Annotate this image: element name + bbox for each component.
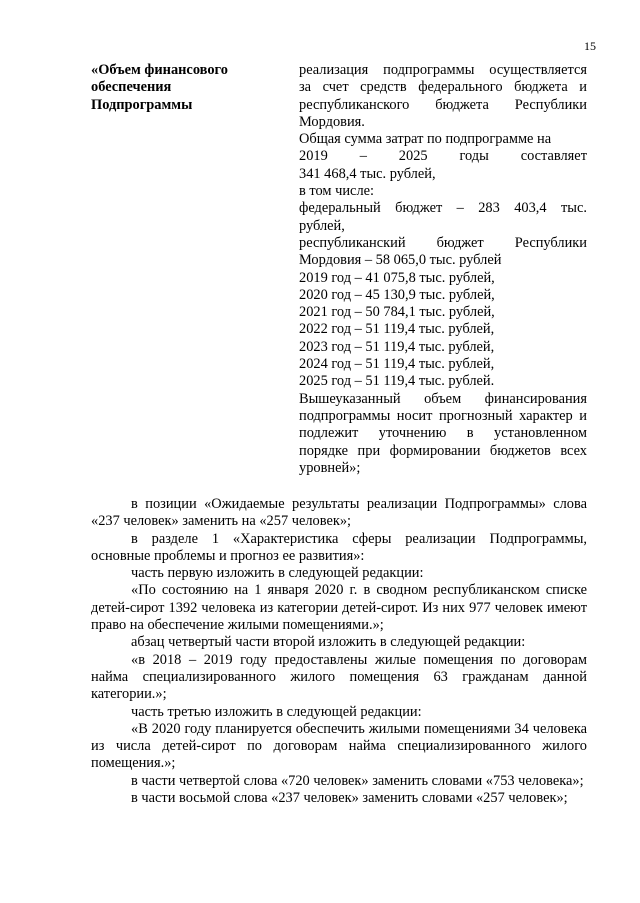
word: средств	[360, 79, 407, 96]
word: уточнению	[378, 425, 447, 442]
word: бюджета	[435, 96, 489, 113]
label-line: Подпрограммы	[91, 96, 193, 113]
paragraph: «в 2018 – 2019 году предоставлены жилые помещения по договорам найма специализированного жилого помещения 63 гражданам данной категории.»;	[91, 651, 587, 703]
year-line: 2024 год – 51 119,4 тыс. рублей,	[299, 356, 495, 373]
page-number: 15	[584, 39, 596, 53]
word: 2025	[398, 148, 428, 165]
text-line	[299, 79, 587, 96]
year-line: 2022 год – 51 119,4 тыс. рублей,	[299, 321, 495, 338]
word: бюджет	[436, 234, 484, 251]
word: –	[456, 200, 464, 217]
passport-row-label	[91, 62, 291, 114]
label-line: обеспечения	[91, 79, 172, 96]
word: –	[359, 148, 367, 165]
paragraph: «В 2020 году планируется обеспечить жилыми помещениями 34 человека из числа детей-сирот по договорам найма специализированного жилого помещения.»;	[91, 720, 587, 772]
forecast-note	[299, 391, 587, 477]
year-line: 2023 год – 51 119,4 тыс. рублей,	[299, 338, 495, 355]
word: и	[579, 79, 587, 96]
text-line	[299, 200, 587, 217]
word: 2019	[299, 148, 328, 165]
word: финансирования	[484, 390, 587, 407]
text-line: Мордовия – 58 065,0 тыс. рублей	[299, 252, 502, 269]
word: годы	[459, 148, 489, 165]
word: подпрограммы	[383, 62, 475, 78]
word: республиканский	[299, 234, 406, 251]
text-line	[299, 62, 587, 79]
word: и	[579, 407, 587, 424]
word: осуществляется	[489, 62, 587, 78]
funding-source-text	[299, 62, 587, 131]
word: бюджетов	[489, 442, 551, 459]
republic-budget-text	[299, 235, 587, 270]
text-line: 341 468,4 тыс. рублей,	[299, 165, 436, 182]
passport-row-value	[299, 62, 587, 477]
text-line	[299, 235, 587, 252]
including-label: в том числе:	[299, 183, 375, 200]
word: при	[357, 442, 381, 459]
text-line	[299, 391, 587, 408]
paragraph: в части четвертой слова «720 человек» заменить словами «753 человека»;	[131, 772, 584, 789]
word: в	[466, 425, 474, 442]
text-line: уровней»;	[299, 459, 361, 476]
word: Вышеуказанный	[299, 390, 401, 407]
word: республиканского	[299, 96, 410, 113]
text-line: рублей,	[299, 217, 345, 234]
text-line: Общая сумма затрат по подпрограмме на	[299, 131, 552, 148]
word: за	[299, 79, 312, 96]
word: федерального	[418, 79, 503, 96]
year-line: 2020 год – 45 130,9 тыс. рублей,	[299, 286, 495, 303]
word: прогнозный	[438, 407, 513, 424]
word: установленном	[494, 425, 587, 442]
word: счет	[322, 79, 349, 96]
word: 283	[478, 200, 500, 217]
text-line	[299, 425, 587, 442]
text-line	[299, 148, 587, 165]
paragraph: в позиции «Ожидаемые результаты реализации Подпрограммы» слова «237 человек» заменить на «257 человек»;	[91, 496, 587, 530]
federal-budget-text	[299, 200, 587, 235]
paragraph: часть первую изложить в следующей редакции:	[131, 565, 424, 582]
word: подпрограммы	[299, 407, 391, 424]
label-line: «Объем финансового	[91, 62, 228, 78]
paragraph: часть третью изложить в следующей редакции:	[131, 703, 422, 720]
word: Республики	[514, 96, 587, 113]
year-line: 2019 год – 41 075,8 тыс. рублей,	[299, 269, 495, 286]
paragraph: в разделе 1 «Характеристика сферы реализации Подпрограммы, основные проблемы и прогноз ее развития»:	[91, 530, 587, 564]
paragraph: «По состоянию на 1 января 2020 г. в сводном республиканском списке детей-сирот 1392 человека из категории детей-сирот. Из них 977 человек имеют право на обеспечение жилыми помещениями.»;	[91, 582, 587, 634]
year-line: 2025 год – 51 119,4 тыс. рублей.	[299, 373, 495, 390]
total-cost-text	[299, 131, 587, 183]
text-line	[299, 408, 587, 425]
word: реализация	[299, 62, 369, 78]
word: бюджет	[395, 200, 443, 217]
word: 403,4	[514, 200, 547, 217]
paragraph: абзац четвертый части второй изложить в следующей редакции:	[131, 634, 526, 651]
word: всех	[560, 442, 587, 459]
word: составляет	[520, 148, 587, 165]
word: подлежит	[299, 425, 359, 442]
word: объем	[424, 390, 462, 407]
text-line: Мордовия.	[299, 113, 365, 130]
word: бюджета	[514, 79, 568, 96]
yearly-breakdown	[299, 270, 587, 391]
year-line: 2021 год – 50 784,1 тыс. рублей,	[299, 304, 495, 321]
word: носит	[396, 407, 433, 424]
paragraph: в части восьмой слова «237 человек» заменить словами «257 человек»;	[131, 790, 568, 807]
word: характер	[519, 407, 573, 424]
word: Республики	[514, 234, 587, 251]
text-line	[299, 443, 587, 460]
word: формировании	[389, 442, 481, 459]
text-line	[299, 97, 587, 114]
word: порядке	[299, 442, 349, 459]
amendments-text	[91, 496, 587, 807]
word: федеральный	[299, 200, 381, 217]
word: тыс.	[561, 200, 587, 217]
